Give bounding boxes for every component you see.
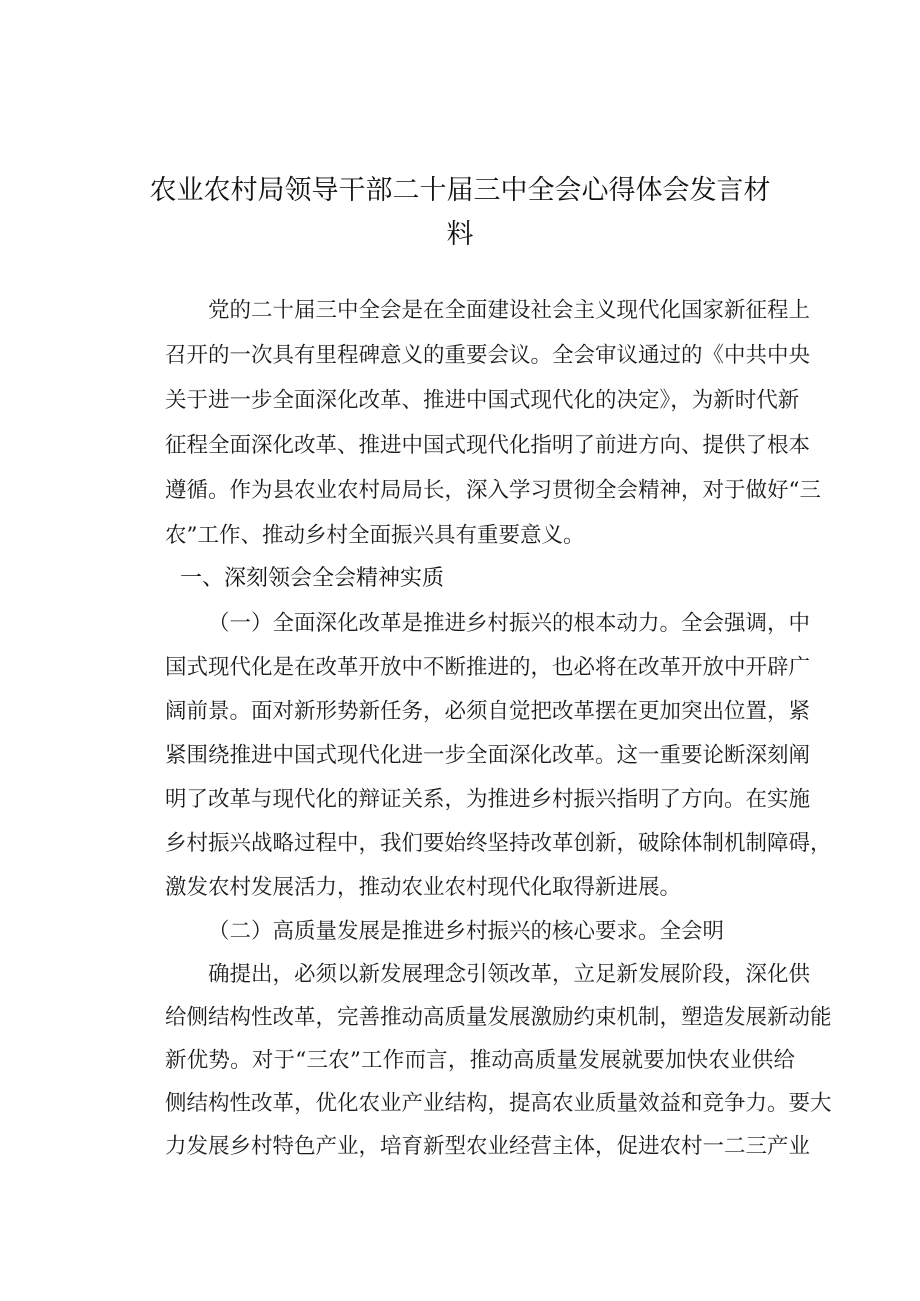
- sub1-line: 国式现代化是在改革开放中不断推进的，也必将在改革开放中开辟广: [165, 655, 811, 680]
- sub2-line: 新优势。对于“三农”工作而言，推动高质量发展就要加快农业供给: [165, 1048, 795, 1073]
- sub2-line: 确提出，必须以新发展理念引领改革，立足新发展阶段，深化供: [208, 962, 811, 987]
- intro-line: 关于进一步全面深化改革、推进中国式现代化的决定》，为新时代新: [165, 388, 800, 413]
- sub1-line: 阔前景。面对新形势新任务，必须自觉把改革摆在更加突出位置，紧: [165, 699, 811, 724]
- intro-line: 召开的一次具有里程碑意义的重要会议。全会审议通过的《中共中央: [165, 343, 811, 368]
- intro-line: 遵循。作为县农业农村局局长，深入学习贯彻全会精神，对于做好“三: [165, 478, 821, 503]
- sub1-line: 明了改革与现代化的辩证关系，为推进乡村振兴指明了方向。在实施: [165, 787, 811, 812]
- sub2-line: 力发展乡村特色产业，培育新型农业经营主体，促进农村一二三产业: [165, 1134, 811, 1159]
- intro-line: 征程全面深化改革、推进中国式现代化指明了前进方向、提供了根本: [165, 433, 811, 458]
- intro-line: 党的二十届三中全会是在全面建设社会主义现代化国家新征程上: [208, 298, 811, 323]
- sub2-line: 给侧结构性改革，完善推动高质量发展激励约束机制，塑造发展新动能: [165, 1005, 832, 1030]
- sub1-line: 乡村振兴战略过程中，我们要始终坚持改革创新，破除体制机制障碍，: [165, 831, 832, 856]
- sub1-line: （一）全面深化改革是推进乡村振兴的根本动力。全会强调，中: [208, 611, 811, 636]
- sub2-heading-line: （二）高质量发展是推进乡村振兴的核心要求。全会明: [208, 919, 725, 944]
- document-title-line-1: 农业农村局领导干部二十届三中全会心得体会发言材: [149, 175, 771, 206]
- sub1-line: 紧围绕推进中国式现代化进一步全面深化改革。这一重要论断深刻阐: [165, 743, 811, 768]
- sub1-line: 激发农村发展活力，推动农业农村现代化取得新进展。: [165, 875, 682, 900]
- document-title-line-2: 料: [446, 219, 474, 250]
- intro-line: 农”工作、推动乡村全面振兴具有重要意义。: [165, 523, 585, 548]
- sub2-line: 侧结构性改革，优化农业产业结构，提高农业质量效益和竞争力。要大: [165, 1091, 832, 1116]
- section-heading: 一、深刻领会全会精神实质: [180, 566, 445, 591]
